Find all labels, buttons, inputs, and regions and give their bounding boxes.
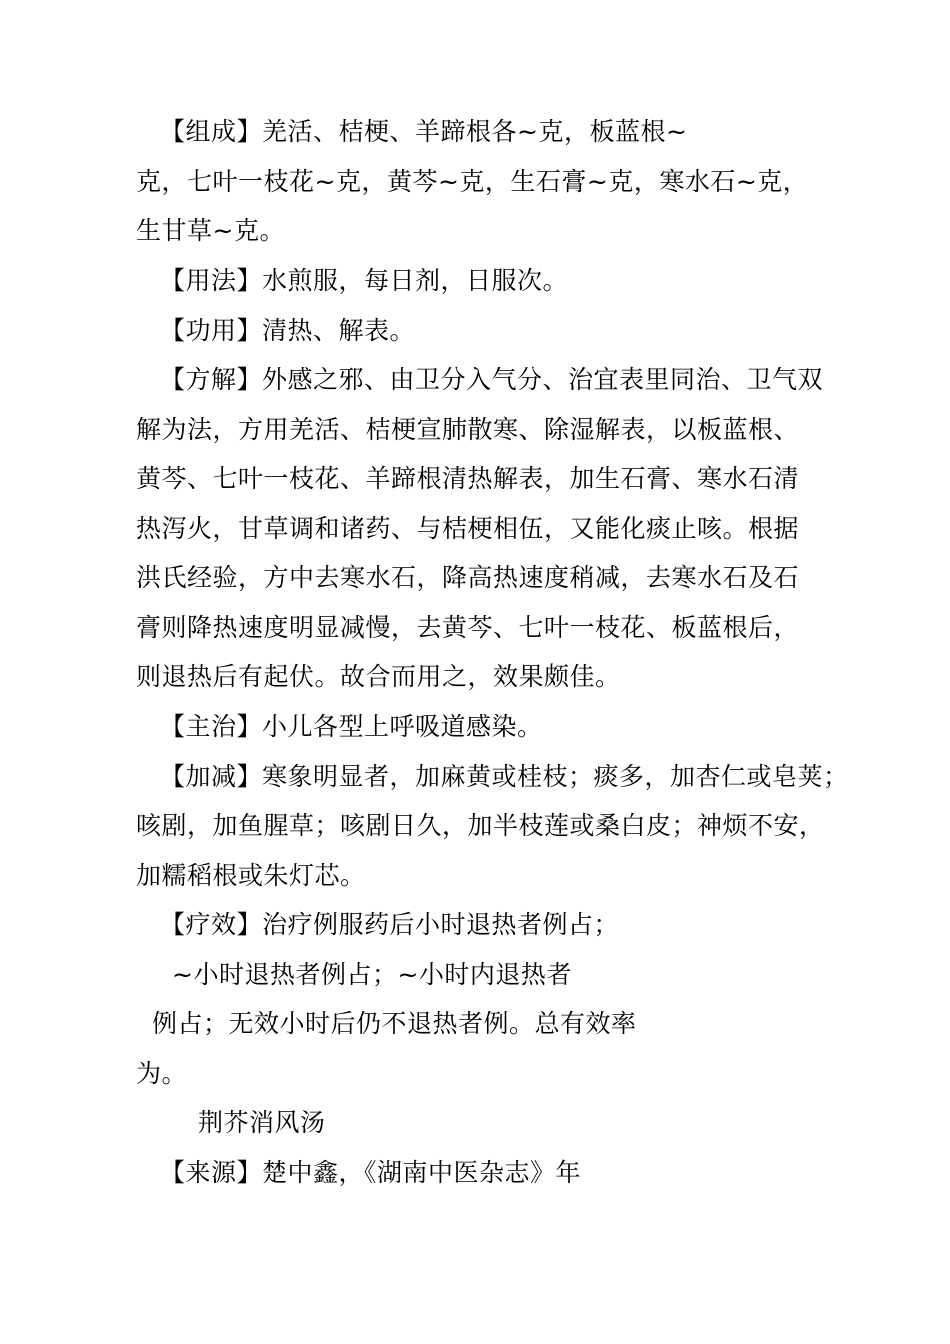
explanation-line-4: 热泻火，甘草调和诸药、与桔梗相伍，又能化痰止咳。根据 bbox=[136, 514, 800, 543]
function-line: 【功用】清热、解表。 bbox=[160, 316, 416, 345]
explanation-line-5: 洪氏经验，方中去寒水石，降高热速度稍减，去寒水石及石 bbox=[136, 563, 800, 592]
modification-line-3: 加糯稻根或朱灯芯。 bbox=[136, 861, 366, 890]
explanation-line-7: 则退热后有起伏。故合而用之，效果颇佳。 bbox=[136, 662, 621, 691]
usage-line: 【用法】水煎服，每日剂，日服次。 bbox=[160, 266, 569, 295]
explanation-line-1: 【方解】外感之邪、由卫分入气分、治宜表里同治、卫气双 bbox=[160, 365, 824, 394]
explanation-line-6: 膏则降热速度明显减慢，去黄芩、七叶一枝花、板蓝根后， bbox=[136, 613, 800, 642]
composition-line-1: 【组成】羌活、桔梗、羊蹄根各~克，板蓝根~ bbox=[160, 117, 688, 146]
explanation-line-3: 黄芩、七叶一枝花、羊蹄根清热解表，加生石膏、寒水石清 bbox=[136, 464, 800, 493]
explanation-line-2: 解为法，方用羌活、桔梗宣肺散寒、除湿解表，以板蓝根、 bbox=[136, 415, 800, 444]
efficacy-line-3: 例占；无效小时后仍不退热者例。总有效率 bbox=[152, 1009, 637, 1038]
source-line: 【来源】楚中鑫，《湖南中医杂志》年 bbox=[160, 1158, 582, 1187]
efficacy-line-1: 【疗效】治疗例服药后小时退热者例占； bbox=[160, 910, 620, 939]
section-title: 荆芥消风汤 bbox=[198, 1108, 326, 1137]
indication-line: 【主治】小儿各型上呼吸道感染。 bbox=[160, 712, 543, 741]
composition-line-2: 克，七叶一枝花~克，黄芩~克，生石膏~克，寒水石~克， bbox=[136, 167, 809, 196]
modification-line-1: 【加减】寒象明显者，加麻黄或桂枝；痰多，加杏仁或皂荚； bbox=[160, 762, 849, 791]
efficacy-line-4: 为。 bbox=[136, 1059, 188, 1088]
efficacy-line-2: ~小时退热者例占；~小时内退热者 bbox=[172, 960, 572, 989]
modification-line-2: 咳剧，加鱼腥草；咳剧日久，加半枝莲或桑白皮；神烦不安， bbox=[136, 811, 825, 840]
composition-line-3: 生甘草~克。 bbox=[136, 216, 285, 245]
